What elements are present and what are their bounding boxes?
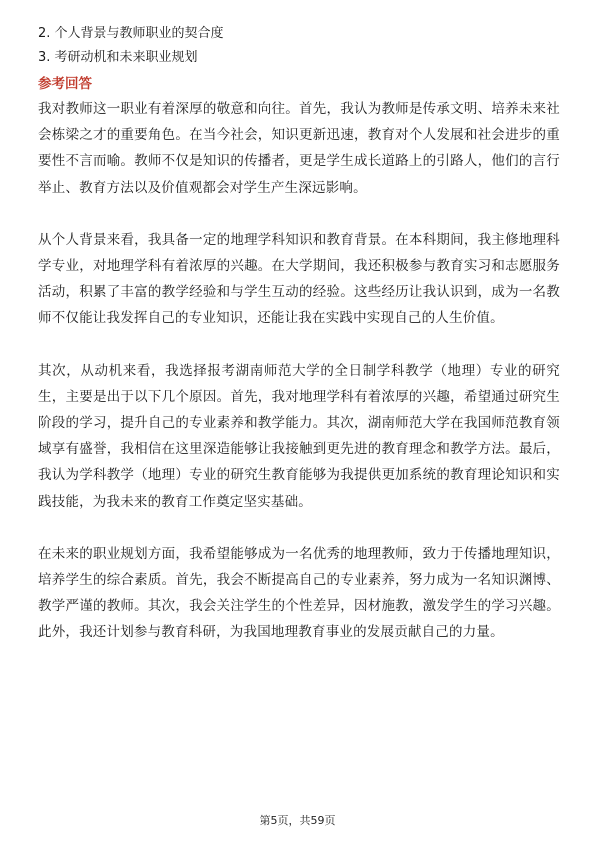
answer-paragraph-4: 在未来的职业规划方面，我希望能够成为一名优秀的地理教师，致力于传播地理知识，培养学生的综合素质。首先，我会不断提高自己的专业素养，努力成为一名知识渊博、教学严谨的教师。其次，我会关注学生的个性差异，因材施教，激发学生的学习兴趣。此外，我还计划参与教育科研，为我国地理教育事业的发展贡献自己的力量。 [38,545,560,641]
answer-paragraph-3: 其次，从动机来看，我选择报考湖南师范大学的全日制学科教学（地理）专业的研究生，主要是出于以下几个原因。首先，我对地理学科有着浓厚的兴趣，希望通过研究生阶段的学习，提升自己的专业素养和教学能力。其次，湖南师范大学在我国师范教育领域享有盛誉，我相信在这里深造能够让我接触到更先进的教育理念和教学方法。最后，我认为学科教学（地理）专业的研究生教育能够为我提供更加系统的教育理论知识和实践技能，为我未来的教育工作奠定坚实基础。 [38,362,560,510]
page-number-footer: 第5页，共59页 [259,814,336,827]
question-item-2: 2. 个人背景与教师职业的契合度 [38,26,224,41]
answer-paragraph-1: 我对教师这一职业有着深厚的敬意和向往。首先，我认为教师是传承文明、培养未来社会栋梁之才的重要角色。在当今社会，知识更新迅速，教育对个人发展和社会进步的重要性不言而喻。教师不仅是知识的传播者，更是学生成长道路上的引路人，他们的言行举止、教育方法以及价值观都会对学生产生深远影响。 [38,101,560,196]
reference-answer-label: 参考回答 [38,76,92,92]
page-content [38,22,560,672]
question-item-3: 3. 考研动机和未来职业规划 [38,50,198,65]
answer-paragraph-2: 从个人背景来看，我具备一定的地理学科知识和教育背景。在本科期间，我主修地理科学专业，对地理学科有着浓厚的兴趣。在大学期间，我还积极参与教育实习和志愿服务活动，积累了丰富的教学经验和与学生互动的经验。这些经历让我认识到，成为一名教师不仅能让我发挥自己的专业知识，还能让我在实践中实现自己的人生价值。 [38,231,560,327]
